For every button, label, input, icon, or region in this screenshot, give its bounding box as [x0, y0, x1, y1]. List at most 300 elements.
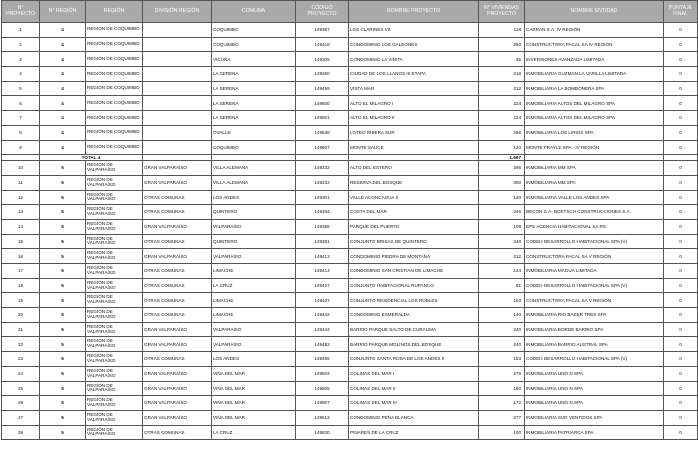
cell-puntaje: 0 [664, 381, 698, 396]
cell-viviendas: 35 [479, 52, 525, 67]
cell-region: REGIÓN DE COQUIMBO [86, 111, 143, 126]
cell-nombre: CONDOMINIO SAN CRISTIAN DE LIMACHE [349, 264, 479, 279]
cell-nombre: BARRIO PARQUE SALTO DE CURAUMA [349, 322, 479, 337]
cell-codigo: 149530 [296, 425, 349, 440]
cell-num: 20 [2, 308, 40, 323]
cell-codigo: 149381 [296, 234, 349, 249]
cell-division: OTRAS COMUNAS [143, 308, 212, 323]
cell-viviendas: 224 [479, 96, 525, 111]
total-label: TOTAL 4 [40, 155, 143, 161]
cell-region: REGIÓN DE COQUIMBO [86, 140, 143, 155]
cell-region: REGIÓN DE COQUIMBO [86, 81, 143, 96]
cell-codigo: 149507 [296, 396, 349, 411]
cell-region-num: 5 [40, 410, 86, 425]
cell-region-num: 5 [40, 190, 86, 205]
cell-region: REGIÓN DE VALPARAÍSO [86, 352, 143, 367]
cell-puntaje: 0 [664, 425, 698, 440]
cell-region-num: 4 [40, 52, 86, 67]
cell-region-num: 5 [40, 175, 86, 190]
cell-entidad: INMOBILIARIA LA BOMBONERA SPA [525, 81, 664, 96]
cell-region: REGIÓN DE VALPARAÍSO [86, 161, 143, 176]
header-viviendas: N° VIVIENDAS PROYECTO [479, 1, 525, 23]
group-coquimbo [2, 23, 698, 155]
cell-nombre: BARRIO PARQUE MOLINOS DEL BOSQUE [349, 337, 479, 352]
cell-division [143, 125, 212, 140]
cell-codigo: 149501 [296, 111, 349, 126]
cell-comuna: VALPARAÍSO [212, 219, 296, 234]
cell-num: 21 [2, 322, 40, 337]
cell-nombre: COLINAS DEL MAR II [349, 381, 479, 396]
cell-puntaje: 0 [664, 366, 698, 381]
cell-entidad: INMOBILIARIA MM SPA [525, 175, 664, 190]
cell-viviendas: 172 [479, 396, 525, 411]
cell-nombre: CONDOMINIO PIEDRA DE MONTAÑA [349, 249, 479, 264]
cell-region-num: 4 [40, 140, 86, 155]
cell-num: 4 [2, 67, 40, 82]
cell-region-num: 5 [40, 396, 86, 411]
cell-viviendas: 120 [479, 140, 525, 155]
table-row [2, 293, 698, 308]
table-row [2, 410, 698, 425]
cell-nombre: VALLE ACONCAGUA II [349, 190, 479, 205]
cell-entidad: CONSTRUCTORA PACAL SA V REGIÓN [525, 249, 664, 264]
cell-region-num: 4 [40, 23, 86, 38]
cell-entidad: INMOBILIARIA SUR VENTIDOS SPA [525, 410, 664, 425]
cell-comuna: OVALLE [212, 125, 296, 140]
table-row [2, 249, 698, 264]
cell-division: OTRAS COMUNAS [143, 352, 212, 367]
cell-codigo: 149607 [296, 140, 349, 155]
cell-division: OTRAS COMUNAS [143, 205, 212, 220]
cell-num: 19 [2, 293, 40, 308]
cell-comuna: LA SERENA [212, 67, 296, 82]
cell-division: OTRAS COMUNAS [143, 425, 212, 440]
table-row [2, 37, 698, 52]
cell-viviendas: 240 [479, 322, 525, 337]
cell-viviendas: 153 [479, 352, 525, 367]
header-codigo: CÓDIGO PROYECTO [296, 1, 349, 23]
table-row [2, 205, 698, 220]
cell-puntaje: 0 [664, 140, 698, 155]
cell-viviendas: 144 [479, 264, 525, 279]
cell-num: 3 [2, 52, 40, 67]
cell-viviendas: 240 [479, 337, 525, 352]
cell-num: 23 [2, 352, 40, 367]
table-row [2, 381, 698, 396]
cell-nombre: PINARES DE LA CRUZ [349, 425, 479, 440]
cell-entidad: MONTE FRAYLE SPA - IV REGIÓN [525, 140, 664, 155]
cell-region-num: 5 [40, 205, 86, 220]
cell-region: REGIÓN DE VALPARAÍSO [86, 293, 143, 308]
cell-comuna: LA SERENA [212, 111, 296, 126]
cell-viviendas: 118 [479, 23, 525, 38]
cell-viviendas: 276 [479, 366, 525, 381]
cell-viviendas: 296 [479, 125, 525, 140]
cell-region: REGIÓN DE VALPARAÍSO [86, 234, 143, 249]
cell-viviendas: 250 [479, 37, 525, 52]
cell-viviendas: 140 [479, 308, 525, 323]
cell-codigo: 149482 [296, 337, 349, 352]
cell-entidad: INMOBILIARIA MAGUA LIMITADA [525, 264, 664, 279]
cell-region: REGIÓN DE COQUIMBO [86, 96, 143, 111]
cell-puntaje: 0 [664, 205, 698, 220]
cell-comuna: VIÑA DEL MAR [212, 366, 296, 381]
cell-entidad: CONSTRUCTORA PACAL SA IV REGIÓN [525, 37, 664, 52]
cell-puntaje: 0 [664, 396, 698, 411]
cell-num: 22 [2, 337, 40, 352]
cell-entidad: INMOBILIARIA UNO N SPA [525, 381, 664, 396]
cell-puntaje: 0 [664, 81, 698, 96]
cell-division [143, 81, 212, 96]
cell-division: OTRAS COMUNAS [143, 278, 212, 293]
cell-comuna: VILLA ALEMANA [212, 161, 296, 176]
cell-codigo: 149412 [296, 249, 349, 264]
cell-puntaje: 0 [664, 352, 698, 367]
table-row [2, 96, 698, 111]
cell-viviendas: 224 [479, 111, 525, 126]
cell-viviendas: 163 [479, 293, 525, 308]
header-comuna: COMUNA [212, 1, 296, 23]
cell-comuna: LIMACHE [212, 293, 296, 308]
cell-entidad: CODEH DESARROLLO HABITACIONAL SPA (V) [525, 234, 664, 249]
table-row [2, 337, 698, 352]
cell-comuna: VIÑA DEL MAR [212, 396, 296, 411]
cell-region-num: 5 [40, 425, 86, 440]
table-row [2, 52, 698, 67]
cell-puntaje: 0 [664, 337, 698, 352]
table-row [2, 111, 698, 126]
cell-region: REGIÓN DE VALPARAÍSO [86, 175, 143, 190]
table-row [2, 161, 698, 176]
cell-viviendas: 296 [479, 161, 525, 176]
cell-num: 12 [2, 190, 40, 205]
cell-region: REGIÓN DE VALPARAÍSO [86, 308, 143, 323]
cell-entidad: INMOBILIARIA ALTOS DEL MILAGRO SPA [525, 96, 664, 111]
table-row [2, 308, 698, 323]
cell-region-num: 4 [40, 37, 86, 52]
cell-num: 1 [2, 23, 40, 38]
cell-num: 14 [2, 219, 40, 234]
cell-puntaje: 0 [664, 322, 698, 337]
cell-entidad: INMOBILIARIA BORDE BARRIO SPA [525, 322, 664, 337]
cell-comuna: LOS ANDES [212, 190, 296, 205]
cell-codigo: 149427 [296, 278, 349, 293]
table-row [2, 264, 698, 279]
cell-puntaje: 0 [664, 264, 698, 279]
cell-nombre: ALTO EL MILAGRO II [349, 111, 479, 126]
cell-region: REGIÓN DE VALPARAÍSO [86, 366, 143, 381]
cell-puntaje: 0 [664, 234, 698, 249]
table-row [2, 366, 698, 381]
cell-puntaje: 0 [664, 308, 698, 323]
cell-viviendas: 212 [479, 249, 525, 264]
cell-comuna: LIMACHE [212, 264, 296, 279]
cell-entidad: INMOBILIARIA UNO N SPA [525, 366, 664, 381]
cell-puntaje: 0 [664, 161, 698, 176]
projects-table [1, 0, 698, 440]
table-row [2, 190, 698, 205]
cell-comuna: LA SERENA [212, 81, 296, 96]
cell-division: GRAN VALPARAÍSO [143, 175, 212, 190]
header-nombre: NOMBRE PROYECTO [349, 1, 479, 23]
cell-num: 16 [2, 249, 40, 264]
cell-region: REGIÓN DE COQUIMBO [86, 52, 143, 67]
cell-region-num: 5 [40, 161, 86, 176]
header-entidad: NOMBRE ENTIDAD [525, 1, 664, 23]
cell-num: 7 [2, 111, 40, 126]
cell-viviendas: 300 [479, 175, 525, 190]
cell-region-num: 4 [40, 125, 86, 140]
cell-region: REGIÓN DE VALPARAÍSO [86, 337, 143, 352]
cell-comuna: VALPARAÍSO [212, 249, 296, 264]
cell-num: 5 [2, 81, 40, 96]
cell-region-num: 5 [40, 278, 86, 293]
cell-region: REGIÓN DE VALPARAÍSO [86, 264, 143, 279]
table-row [2, 67, 698, 82]
table-row [2, 140, 698, 155]
cell-puntaje: 0 [664, 67, 698, 82]
header-division: DIVISIÓN REGIÓN [143, 1, 212, 23]
cell-num: 8 [2, 125, 40, 140]
cell-region: REGIÓN DE VALPARAÍSO [86, 219, 143, 234]
cell-nombre: COSTA DEL MAR [349, 205, 479, 220]
cell-puntaje: 0 [664, 96, 698, 111]
cell-codigo: 149444 [296, 322, 349, 337]
cell-nombre: ALTO DEL ESTERO [349, 161, 479, 176]
cell-entidad: BECON S.A- BOETSCH CONSTRUCCIONES S.A [525, 205, 664, 220]
total-viviendas: 1.697 [479, 155, 525, 161]
cell-puntaje: 0 [664, 37, 698, 52]
cell-division [143, 67, 212, 82]
cell-region: REGIÓN DE VALPARAÍSO [86, 425, 143, 440]
cell-nombre: CONDOMINIO ESMERALDA [349, 308, 479, 323]
cell-division: GRAN VALPARAÍSO [143, 381, 212, 396]
cell-num: 26 [2, 396, 40, 411]
cell-region: REGIÓN DE VALPARAÍSO [86, 205, 143, 220]
cell-nombre: CONDOMINIO LA VIÑITA [349, 52, 479, 67]
cell-comuna: COQUIMBO [212, 23, 296, 38]
cell-entidad: CARRAN S.A. IV REGIÓN [525, 23, 664, 38]
group-valparaiso [2, 161, 698, 440]
cell-viviendas: 212 [479, 81, 525, 96]
cell-region: REGIÓN DE VALPARAÍSO [86, 410, 143, 425]
cell-entidad: INMOBILIARIA PATRIARCA SPA [525, 425, 664, 440]
cell-division: GRAN VALPARAÍSO [143, 161, 212, 176]
cell-entidad: INMOBILIARIA LOS LIRIOS SPA [525, 125, 664, 140]
cell-nombre: CONDOMINIO PEÑA BLANCA [349, 410, 479, 425]
cell-codigo: 149499 [296, 81, 349, 96]
cell-entidad: INMOBILIARIA RIO BAKER TRES SPA [525, 308, 664, 323]
cell-comuna: LIMACHE [212, 308, 296, 323]
cell-division: GRAN VALPARAÍSO [143, 410, 212, 425]
cell-codigo: 149505 [296, 381, 349, 396]
cell-region-num: 5 [40, 381, 86, 396]
cell-division: OTRAS COMUNAS [143, 293, 212, 308]
cell-region: REGIÓN DE COQUIMBO [86, 23, 143, 38]
cell-comuna: QUINTERO [212, 234, 296, 249]
header-puntaje: PUNTAJE FINAL [664, 1, 698, 23]
cell-entidad: INMOBILIARIA BARRIO AUSTRAL SPA [525, 337, 664, 352]
cell-puntaje: 0 [664, 52, 698, 67]
cell-puntaje: 0 [664, 293, 698, 308]
cell-comuna: VALPARAÍSO [212, 322, 296, 337]
cell-region-num: 5 [40, 352, 86, 367]
cell-nombre: CONDOMINIO LOS GALEONES [349, 37, 479, 52]
cell-region-num: 5 [40, 264, 86, 279]
cell-codigo: 149512 [296, 410, 349, 425]
cell-comuna: VIÑA DEL MAR [212, 381, 296, 396]
cell-comuna: VILLA ALEMANA [212, 175, 296, 190]
cell-codigo: 149305 [296, 52, 349, 67]
cell-region: REGIÓN DE VALPARAÍSO [86, 249, 143, 264]
header-region: REGIÓN [86, 1, 143, 23]
cell-nombre: CONJUNTO HABITACIONAL RUPANCO [349, 278, 479, 293]
cell-codigo: 149233 [296, 175, 349, 190]
cell-division: OTRAS COMUNAS [143, 264, 212, 279]
cell-codigo: 149504 [296, 366, 349, 381]
cell-nombre: LOS CLARINES VII [349, 23, 479, 38]
cell-division: GRAN VALPARAÍSO [143, 322, 212, 337]
cell-nombre: CIUDAD DE LOS LLANOS III ETAPA [349, 67, 479, 82]
table-row [2, 81, 698, 96]
cell-region-num: 5 [40, 322, 86, 337]
cell-division: GRAN VALPARAÍSO [143, 249, 212, 264]
cell-region: REGIÓN DE VALPARAÍSO [86, 278, 143, 293]
cell-puntaje: 0 [664, 249, 698, 264]
cell-division: GRAN VALPARAÍSO [143, 366, 212, 381]
cell-comuna: LA SERENA [212, 96, 296, 111]
table-row [2, 322, 698, 337]
cell-division: GRAN VALPARAÍSO [143, 219, 212, 234]
cell-region-num: 4 [40, 67, 86, 82]
cell-num: 15 [2, 234, 40, 249]
cell-entidad: INMOBILIARIA MM SPA [525, 161, 664, 176]
cell-region-num: 5 [40, 337, 86, 352]
cell-puntaje: 0 [664, 125, 698, 140]
cell-region-num: 4 [40, 96, 86, 111]
cell-puntaje: 0 [664, 219, 698, 234]
cell-nombre: CONJUNTO SANTA ROSA DE LOS ANDES II [349, 352, 479, 367]
cell-puntaje: 0 [664, 175, 698, 190]
cell-region: REGIÓN DE COQUIMBO [86, 37, 143, 52]
table-row [2, 175, 698, 190]
cell-num: 11 [2, 175, 40, 190]
cell-nombre: COLINAS DEL MAR I [349, 366, 479, 381]
cell-comuna: VIÑA DEL MAR [212, 410, 296, 425]
table-row [2, 234, 698, 249]
cell-region-num: 5 [40, 308, 86, 323]
cell-comuna: LOS ANDES [212, 352, 296, 367]
cell-entidad: INMOBILIARIA UNO N SPA [525, 396, 664, 411]
table-row [2, 352, 698, 367]
cell-nombre: LOTEO RIBERA SUR [349, 125, 479, 140]
cell-region: REGIÓN DE COQUIMBO [86, 125, 143, 140]
cell-num: 25 [2, 381, 40, 396]
cell-region-num: 4 [40, 111, 86, 126]
cell-division [143, 140, 212, 155]
table-row [2, 396, 698, 411]
cell-division [143, 111, 212, 126]
table-row [2, 219, 698, 234]
cell-region: REGIÓN DE COQUIMBO [86, 67, 143, 82]
cell-viviendas: 277 [479, 410, 525, 425]
cell-num: 6 [2, 96, 40, 111]
cell-viviendas: 120 [479, 190, 525, 205]
cell-viviendas: 100 [479, 425, 525, 440]
cell-viviendas: 218 [479, 67, 525, 82]
cell-nombre: CONJUNTO RESIDENCIAL LOS ROBLES [349, 293, 479, 308]
table-row [2, 125, 698, 140]
cell-region: REGIÓN DE VALPARAÍSO [86, 190, 143, 205]
header-num: N° PROYECTO [2, 1, 40, 23]
table-row [2, 23, 698, 38]
cell-num: 24 [2, 366, 40, 381]
cell-division [143, 23, 212, 38]
cell-viviendas: 180 [479, 381, 525, 396]
cell-codigo: 149365 [296, 219, 349, 234]
cell-comuna: QUINTERO [212, 205, 296, 220]
cell-division: OTRAS COMUNAS [143, 234, 212, 249]
cell-entidad: INMOBILIARIA GUZMAN LA VARILLA LIMITADA [525, 67, 664, 82]
cell-codigo: 149260 [296, 67, 349, 82]
cell-region-num: 5 [40, 234, 86, 249]
cell-num: 28 [2, 425, 40, 440]
cell-division [143, 52, 212, 67]
cell-region-num: 5 [40, 293, 86, 308]
cell-comuna: LA CRUZ [212, 425, 296, 440]
cell-codigo: 149414 [296, 264, 349, 279]
cell-entidad: INMOBILIARIA ALTOS DEL MILAGRO SPA [525, 111, 664, 126]
cell-viviendas: 248 [479, 234, 525, 249]
cell-division [143, 37, 212, 52]
cell-nombre: MONTE SAUCE [349, 140, 479, 155]
cell-entidad: CONSTRUCTORA PACAL SA V REGIÓN [525, 293, 664, 308]
cell-division [143, 96, 212, 111]
cell-comuna: VICUÑA [212, 52, 296, 67]
cell-region: REGIÓN DE VALPARAÍSO [86, 322, 143, 337]
header-row [2, 1, 698, 23]
cell-puntaje: 0 [664, 278, 698, 293]
cell-viviendas: 81 [479, 278, 525, 293]
cell-viviendas: 249 [479, 205, 525, 220]
cell-num: 9 [2, 140, 40, 155]
cell-region-num: 5 [40, 219, 86, 234]
cell-entidad: CODEH DESARROLLO HABITACIONAL SPA (V) [525, 278, 664, 293]
cell-region-num: 5 [40, 249, 86, 264]
cell-nombre: COLINAS DEL MAR III [349, 396, 479, 411]
cell-division: OTRAS COMUNAS [143, 190, 212, 205]
cell-comuna: LA CRUZ [212, 278, 296, 293]
cell-nombre: ALTO EL MILAGRO I [349, 96, 479, 111]
cell-num: 17 [2, 264, 40, 279]
cell-entidad: INVERSIONES AVANZADA LIMITADA [525, 52, 664, 67]
cell-codigo: 149442 [296, 308, 349, 323]
cell-puntaje: 0 [664, 23, 698, 38]
cell-puntaje: 0 [664, 111, 698, 126]
cell-num: 10 [2, 161, 40, 176]
cell-region-num: 5 [40, 366, 86, 381]
cell-num: 27 [2, 410, 40, 425]
cell-division: GRAN VALPARAÍSO [143, 396, 212, 411]
table-row [2, 278, 698, 293]
cell-region-num: 4 [40, 81, 86, 96]
cell-comuna: VALPARAÍSO [212, 337, 296, 352]
cell-region: REGIÓN DE VALPARAÍSO [86, 381, 143, 396]
cell-codigo: 149232 [296, 161, 349, 176]
cell-nombre: CONJUNTO BRISAS DE QUINTERO [349, 234, 479, 249]
cell-comuna: COQUIMBO [212, 37, 296, 52]
cell-codigo: 149334 [296, 205, 349, 220]
